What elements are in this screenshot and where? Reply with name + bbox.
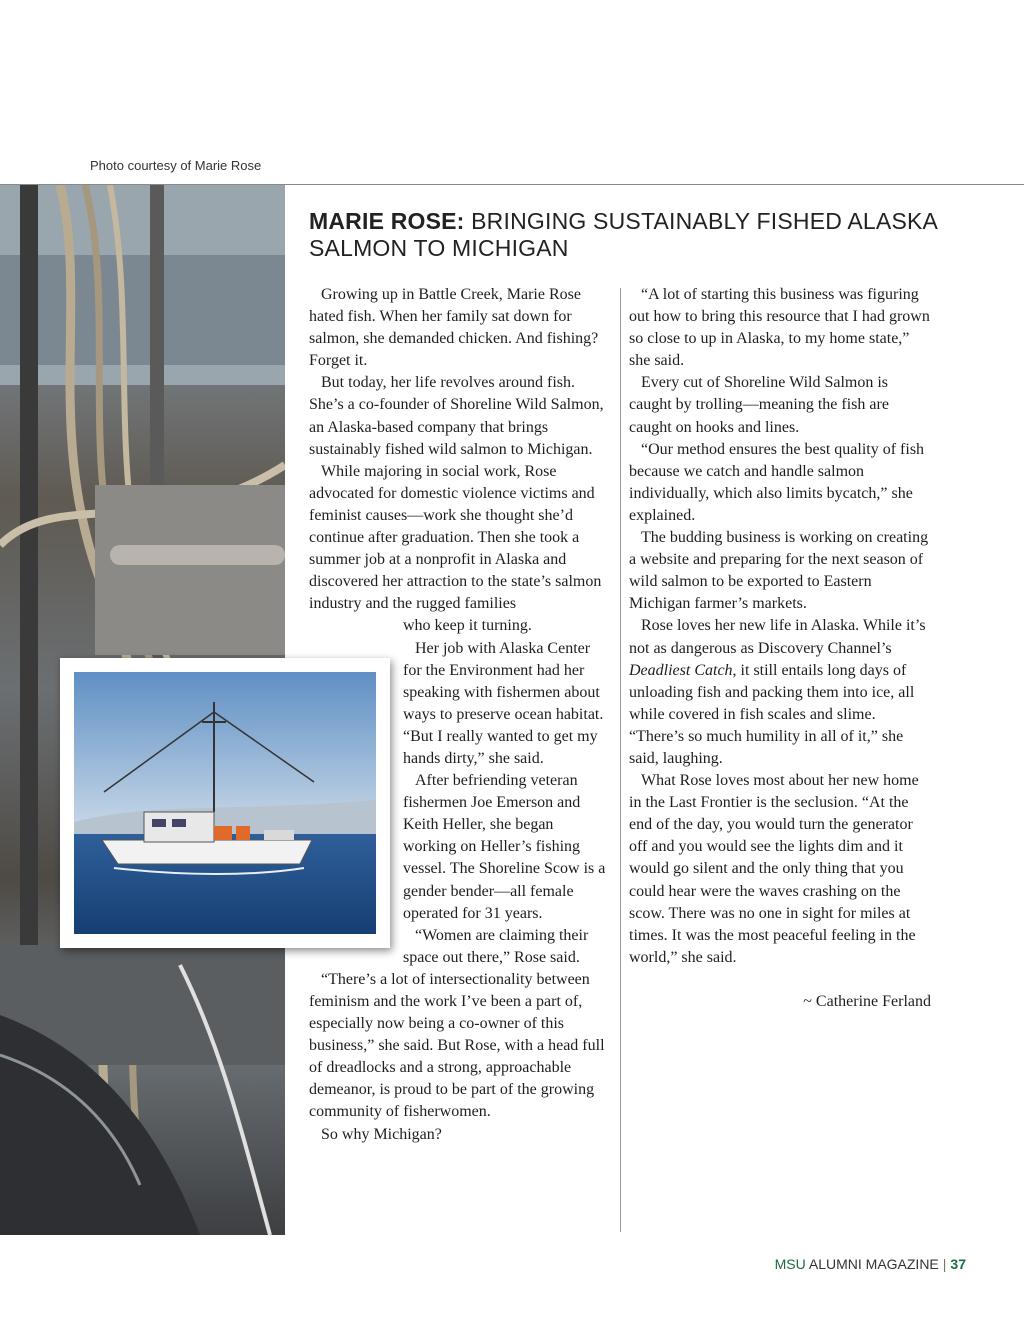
paragraph	[629, 615, 931, 770]
footer-msu: MSU	[774, 1256, 806, 1272]
page-footer	[775, 1256, 966, 1272]
headline-name: MARIE ROSE:	[309, 208, 465, 234]
headline-rest: BRINGING SUSTAINABLY FISHED ALASKA SALMON TO MICHIGAN	[309, 208, 937, 261]
paragraph: “Women are claiming their space out there,” Rose said.	[403, 926, 589, 966]
paragraph: Every cut of Shoreline Wild Salmon is caught by trolling—meaning the fish are caught on hooks and lines.	[629, 374, 889, 436]
paragraph: “Our method ensures the best quality of fish because we catch and handle salmon individually, which also limits bycatch,” she explained.	[629, 440, 925, 524]
author-byline: ~ Catherine Ferland	[803, 992, 931, 1010]
photo-credit: Photo courtesy of Marie Rose	[90, 158, 262, 173]
paragraph: What Rose loves most about her new home in the Last Frontier is the seclusion. “At the end of the day, you would turn the generator off and you would see the lights dim and it would go silent and the only thing that you could hear were the waves crashing on the scow. There was no one in sight for miles at times. It was the most peaceful feeling in the world,” she said.	[629, 772, 919, 966]
text-run: Rose loves her new life in Alaska. While it’s not as dangerous as Discovery Channel’s	[629, 617, 926, 657]
paragraph: Her job with Alaska Center for the Environment had her speaking with fishermen about ways to preserve ocean habitat. “But I really wanted to get my hands dirty,” she said.	[403, 639, 604, 767]
paragraph: While majoring in social work, Rose advocated for domestic violence victims and feminist causes—work she thought she’d continue after graduation. Then she took a summer job at a nonprofit in Alaska and discovered her attraction to the state’s salmon industry and the rugged families	[309, 462, 602, 613]
column-divider	[620, 288, 621, 1232]
paragraph: But today, her life revolves around fish. She’s a co-founder of Shoreline Wild Salmon, an Alaska-based company that brings sustainably fished wild salmon to Michigan.	[309, 374, 604, 458]
paragraph: So why Michigan?	[321, 1125, 442, 1143]
paragraph: “A lot of starting this business was figuring out how to bring this resource that I had grown so close to up in Alaska, to my home state,” she said.	[629, 286, 930, 370]
paragraph: The budding business is working on creating a website and preparing for the next season of wild salmon to be exported to Eastern Michigan farmer’s markets.	[629, 529, 929, 613]
paragraph: who keep it turning.	[403, 617, 532, 635]
page-number: 37	[950, 1256, 966, 1272]
footer-separator: |	[942, 1256, 947, 1272]
article-column-2	[629, 284, 931, 1013]
footer-magazine: ALUMNI MAGAZINE	[805, 1256, 939, 1272]
show-title: Deadliest Catch	[629, 661, 733, 679]
paragraph: “There’s a lot of intersectionality between feminism and the work I’ve been a part of, especially now being a co-owner of this business,” she said. But Rose, with a head full of dreadlocks and a strong, approachable demeanor, is proud to be part of the growing community of fisherwomen.	[309, 970, 605, 1121]
text-run: , it still entails long days of unloading fish and packing them into ice, all while covered in fish scales and slime. “There’s so much humility in all of it,” she said, laughing.	[629, 661, 915, 767]
article-column-1	[309, 284, 609, 1146]
paragraph: After befriending veteran fishermen Joe Emerson and Keith Heller, she began working on Heller’s fishing vessel. The Shoreline Scow is a gender bender—all female operated for 31 years.	[403, 772, 606, 922]
article-headline	[309, 208, 949, 262]
paragraph: Growing up in Battle Creek, Marie Rose hated fish. When her family sat down for salmon, she demanded chicken. And fishing? Forget it.	[309, 286, 599, 370]
wrapped-text	[309, 615, 609, 969]
